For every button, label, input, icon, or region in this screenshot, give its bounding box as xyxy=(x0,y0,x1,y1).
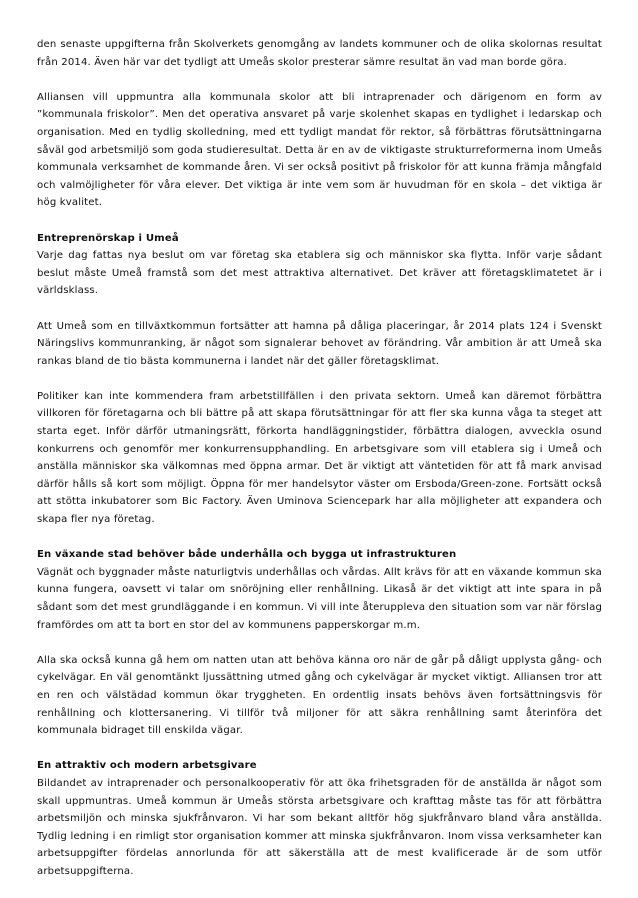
paragraph-intro-tail: den senaste uppgifterna från Skolverkets genomgång av landets kommuner och de olika skolornas resultat från 2014. Även här var det tydligt att Umeås skolor presterar sämre resultat än vad man borde göra. xyxy=(37,39,602,68)
section-infrastruktur xyxy=(37,546,602,740)
paragraph-infrastruktur-1: Vägnät och byggnader måste naturligtvis underhållas och vårdas. Allt krävs för att en växande kommun ska kunna fungera, oavsett vi talar om snöröjning eller renhållning. Likaså är det viktigt att inte spara in på sådant som det mest grundläggande i en kommun. Vi vill inte återuppleva den situation som var när förslag framfördes om att ta bort en stor del av kommunens papperskorgar m.m. xyxy=(37,566,602,631)
heading-entreprenorskap: Entreprenörskap i Umeå xyxy=(37,232,179,244)
paragraph-infrastruktur-2: Alla ska också kunna gå hem om natten utan att behöva känna oro när de går på dåligt upplysta gång- och cykelvägar. En väl genomtänkt ljussättning utmed gång och cykelvägar är mycket viktigt. Alliansen tror att en ren och välstädad kommun ökar tryggheten. En ordentlig insats behövs även fortsättningsvis för renhållning och klottersanering. Vi tillför två miljoner för att säkra renhållning samt återinföra det kommunala bidraget till enskilda vägar. xyxy=(37,654,602,737)
section-arbetsgivare xyxy=(37,757,602,880)
paragraph-entreprenorskap-3: Politiker kan inte kommendera fram arbetstillfällen i den privata sektorn. Umeå kan däremot förbättra villkoren för företagarna och bli bättre på att skapa förutsättningar för att fler ska kunna våga ta steget att starta eget. Inför därför utmaningsrätt, förkorta handläggningstider, förbättra dialogen, avveckla osund konkurrens och genomför mer konkurrensupphandling. En arbetsgivare som vill etablera sig i Umeå och anställa människor ska välkomnas med öppna armar. Det är viktigt att väntetiden för att få mark anvisad därför hålls så kort som möjligt. Öppna för mer handelsytor väster om Ersboda/Green-zone. Fortsätt också att stötta inkubatorer som Bic Factory. Även Uminova Sciencepark har alla möjligheter att expandera och skapa fler nya företag. xyxy=(37,390,602,526)
paragraph-alliansen: Alliansen vill uppmuntra alla kommunala skolor att bli intraprenader och därigenom en form av ”kommunala friskolor”. Men det operativa ansvaret på varje skolenhet skapas en tydlighet i ledarskap och organisation. Med en tydlig skolledning, med ett tydligt mandat för rektor, så förbättras förutsättningarna såväl god arbetsmiljö som goda studieresultat. Detta är en av de viktigaste strukturreformerna inom Umeås kommunala verksamhet de kommande åren. Vi ser också positivt på friskolor för att kunna främja mångfald och valmöjligheter för våra elever. Det viktiga är inte vem som är huvudman för en skola – det viktiga är hög kvalitet. xyxy=(37,91,602,209)
paragraph-arbetsgivare: Bildandet av intraprenader och personalkooperativ för att öka frihetsgraden för de anställda är något som skall uppmuntras. Umeå kommun är Umeås största arbetsgivare och krafttag måste tas för att förbättra arbetsmiljön och minska sjukfrånvaron. Vi har som bekant alltför hög sjukfrånvaro bland våra anställda. Tydlig ledning i en rimligt stor organisation kommer att minska sjukfrånvaron. Inom vissa verksamheter kan arbetsuppgifter fördelas annorlunda för att säkerställa att de mest kvalificerade är de som utför arbetsuppgifterna. xyxy=(37,777,602,877)
heading-arbetsgivare: En attraktiv och modern arbetsgivare xyxy=(37,760,257,772)
section-entreprenorskap xyxy=(37,230,602,529)
heading-infrastruktur: En växande stad behöver både underhålla och bygga ut infrastrukturen xyxy=(37,549,457,561)
paragraph-entreprenorskap-2: Att Umeå som en tillväxtkommun fortsätter att hamna på dåliga placeringar, år 2014 plats 124 i Svenskt Näringslivs kommunranking, är något som signalerar behovet av förändring. Vår ambition är att Umeå ska rankas bland de tio bästa kommunerna i landet när det gäller företagsklimat. xyxy=(37,320,602,367)
document-page xyxy=(37,36,602,898)
paragraph-entreprenorskap-1: Varje dag fattas nya beslut om var företag ska etablera sig och människor ska flytta. Inför varje sådant beslut måste Umeå framstå som det mest attraktiva alternativet. Det kräver att företagsklimatetet är i världsklass. xyxy=(37,250,602,297)
